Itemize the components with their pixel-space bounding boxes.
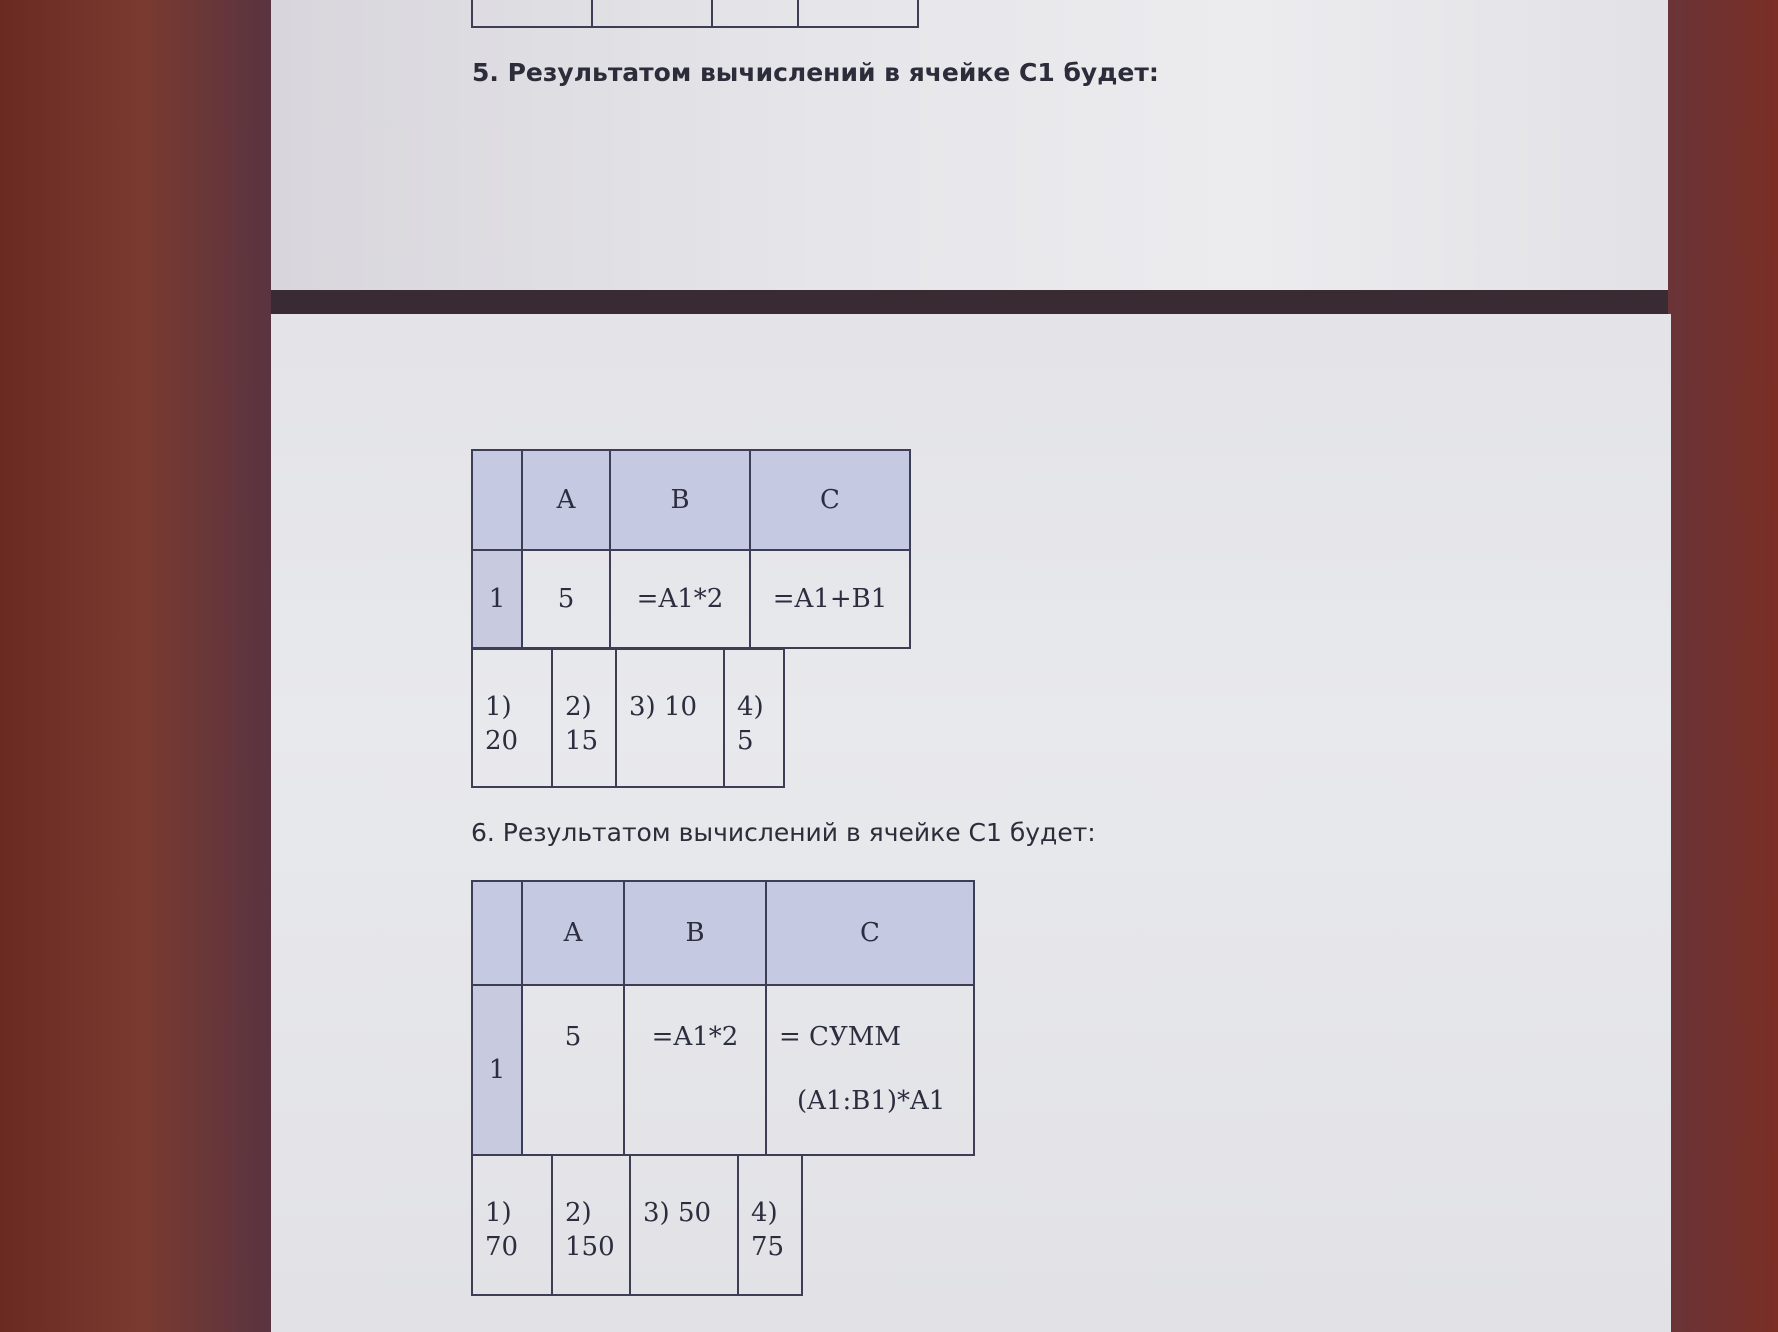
- answer-number: 1): [485, 692, 512, 722]
- column-header-c: C: [750, 450, 910, 550]
- answer-number: 3) 10: [629, 692, 698, 722]
- answer-option-1[interactable]: [472, 649, 552, 787]
- table-cell: [798, 0, 918, 27]
- page-gap: [271, 290, 1668, 314]
- q5-spreadsheet-table: [471, 449, 911, 649]
- column-header-a: A: [522, 881, 624, 985]
- answer-option-4[interactable]: [738, 1155, 802, 1295]
- cell-b1: =A1*2: [624, 985, 766, 1155]
- formula-line-2: (A1:B1)*A1: [797, 1086, 946, 1116]
- cell-a1: 5: [522, 985, 624, 1155]
- question-5-title: 5. Результатом вычислений в ячейке C1 будет:: [472, 58, 1159, 87]
- answer-number: 1): [485, 1198, 512, 1228]
- cell-c1: [766, 985, 974, 1155]
- answer-value: 15: [565, 726, 599, 756]
- table-cell: [712, 0, 798, 27]
- column-header-c: C: [766, 881, 974, 985]
- q6-answer-options: [471, 1154, 803, 1296]
- corner-cell: [472, 450, 522, 550]
- answer-value: 75: [751, 1232, 785, 1262]
- answer-number: 3) 50: [643, 1198, 712, 1228]
- cell-a1: 5: [522, 550, 610, 648]
- page-top: [271, 0, 1668, 290]
- column-header-a: A: [522, 450, 610, 550]
- answer-value: 20: [485, 726, 519, 756]
- cell-b1: =A1*2: [610, 550, 750, 648]
- q6-spreadsheet-table: [471, 880, 975, 1156]
- question-6-title: 6. Результатом вычислений в ячейке C1 будет:: [471, 818, 1096, 847]
- column-header-b: B: [610, 450, 750, 550]
- table-cell: [472, 0, 592, 27]
- row-header-1: 1: [472, 550, 522, 648]
- cell-c1: =A1+B1: [750, 550, 910, 648]
- answer-option-3[interactable]: [616, 649, 724, 787]
- table-cell: [592, 0, 712, 27]
- corner-cell: [472, 881, 522, 985]
- answer-value: 5: [737, 726, 754, 756]
- answer-number: 4): [737, 692, 764, 722]
- row-header-1: 1: [472, 985, 522, 1155]
- q5-answer-options: [471, 648, 785, 788]
- answer-value: 150: [565, 1232, 615, 1262]
- previous-table-fragment: [471, 0, 919, 28]
- formula-line-1: = СУММ: [779, 1022, 901, 1052]
- answer-number: 2): [565, 692, 592, 722]
- answer-option-2[interactable]: [552, 649, 616, 787]
- answer-number: 2): [565, 1198, 592, 1228]
- answer-option-4[interactable]: [724, 649, 784, 787]
- answer-option-3[interactable]: [630, 1155, 738, 1295]
- column-header-b: B: [624, 881, 766, 985]
- answer-option-1[interactable]: [472, 1155, 552, 1295]
- answer-option-2[interactable]: [552, 1155, 630, 1295]
- answer-value: 70: [485, 1232, 519, 1262]
- answer-number: 4): [751, 1198, 778, 1228]
